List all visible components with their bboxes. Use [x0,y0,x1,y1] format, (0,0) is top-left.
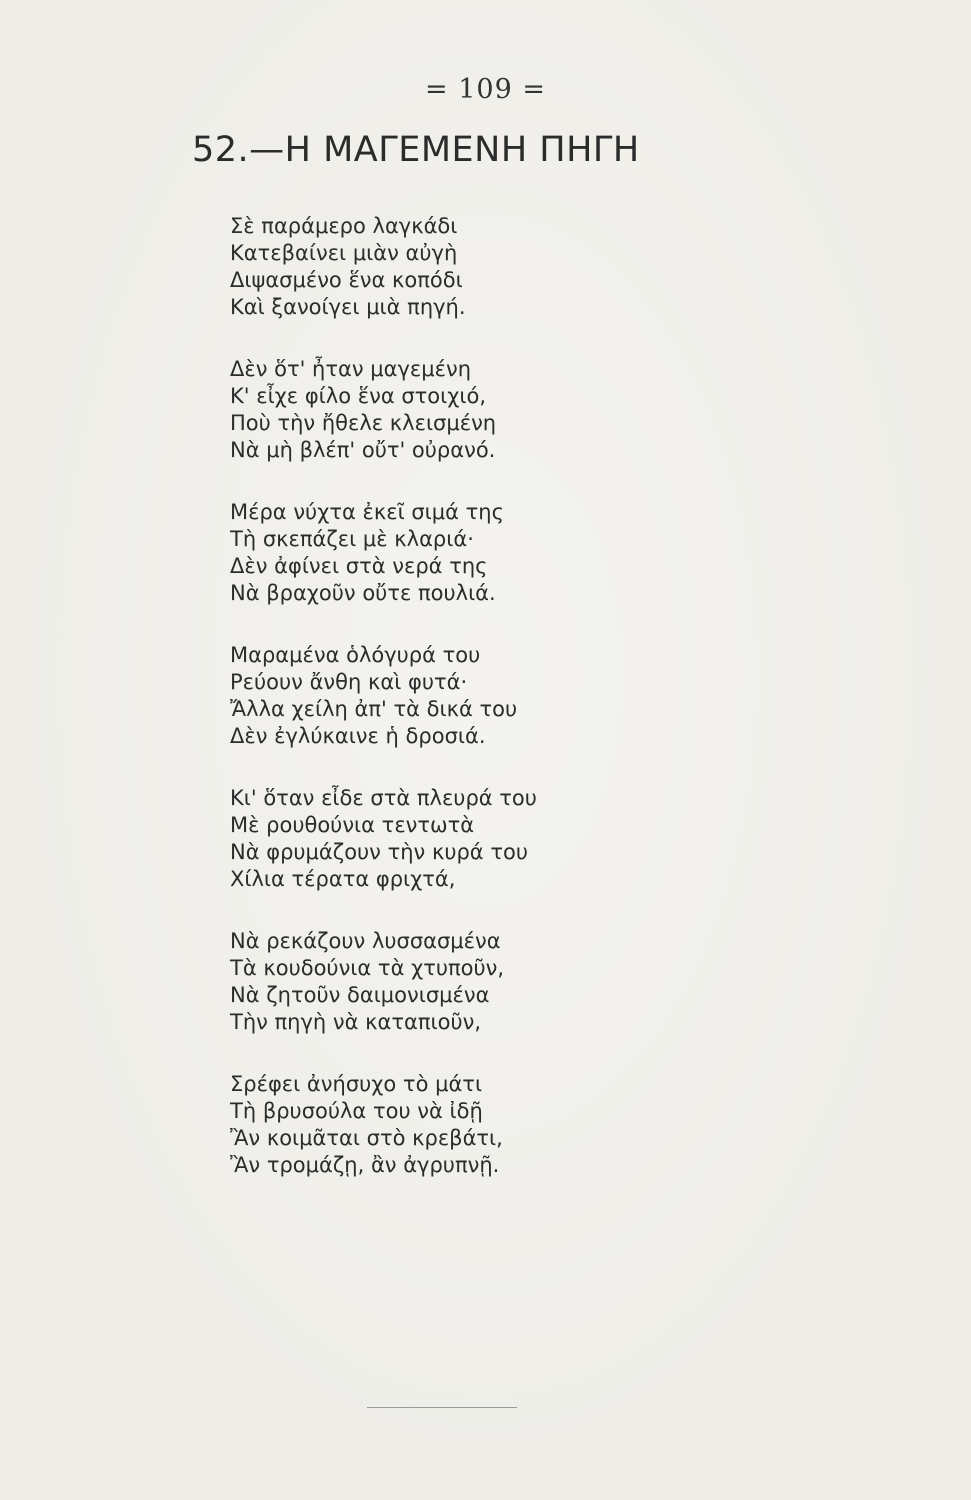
poem-line: Ρεύουν ἄνθη καὶ φυτά· [230,670,468,694]
poem-line: Νὰ μὴ βλέπ' οὔτ' οὐρανό. [230,438,496,462]
poem-line: Δὲν ἀφίνει στὰ νερά της [230,554,488,578]
poem-line: Νὰ ζητοῦν δαιμονισμένα [230,983,490,1007]
poem-line: Καὶ ξανοίγει μιὰ πηγή. [230,295,466,319]
stanza-6 [230,928,750,1036]
poem-line: Νὰ βραχοῦν οὔτε πουλιά. [230,581,496,605]
poem-line: Σὲ παράμερο λαγκάδι [230,214,458,238]
page-number: = 109 = [425,74,546,105]
stanza-1 [230,213,750,321]
poem-line: Τὴν πηγὴ νὰ καταπιοῦν, [230,1010,482,1034]
poem-line: Ἂν κοιμᾶται στὸ κρεβάτι, [230,1126,503,1150]
poem-line: Κι' ὅταν εἶδε στὰ πλευρά του [230,786,537,810]
stanza-5 [230,785,750,893]
poem-line: Ποὺ τὴν ἤθελε κλεισμένη [230,411,497,435]
poem-line: Μέρα νύχτα ἐκεῖ σιμά της [230,500,504,524]
poem-line: Διψασμένο ἕνα κοπόδι [230,268,463,292]
poem-line: Νὰ ρεκάζουν λυσσασμένα [230,929,501,953]
poem-title: 52.—Η ΜΑΓΕΜΕΝΗ ΠΗΓΗ [192,130,640,170]
poem-line: Ἂν τρομάζῃ, ἂν ἀγρυπνῇ. [230,1153,500,1177]
poem-line: Χίλια τέρατα φριχτά, [230,867,456,891]
stanza-4 [230,642,750,750]
stanza-3 [230,499,750,607]
poem-line: Τὰ κουδούνια τὰ χτυποῦν, [230,956,505,980]
poem-line: Τὴ σκεπάζει μὲ κλαριά· [230,527,474,551]
poem-line: Μαραμένα ὁλόγυρά του [230,643,481,667]
poem-line: Ἄλλα χείλη ἀπ' τὰ δικά του [230,697,518,721]
poem-line: Δὲν ἐγλύκαινε ἡ δροσιά. [230,724,486,748]
poem-line: Σρέφει ἀνήσυχο τὸ μάτι [230,1072,483,1096]
poem-line: Μὲ ρουθούνια τεντωτὰ [230,813,475,837]
poem-line: Κατεβαίνει μιὰν αὐγὴ [230,241,458,265]
poem-line: Τὴ βρυσούλα του νὰ ἰδῇ [230,1099,483,1123]
stanza-2 [230,356,750,464]
poem-line: Δὲν ὅτ' ἦταν μαγεμένη [230,357,471,381]
stanza-7 [230,1071,750,1179]
poem-body [230,213,750,1214]
poem-line: Κ' εἶχε φίλο ἕνα στοιχιό, [230,384,487,408]
end-divider [367,1407,517,1408]
poem-line: Νὰ φρυμάζουν τὴν κυρά του [230,840,528,864]
